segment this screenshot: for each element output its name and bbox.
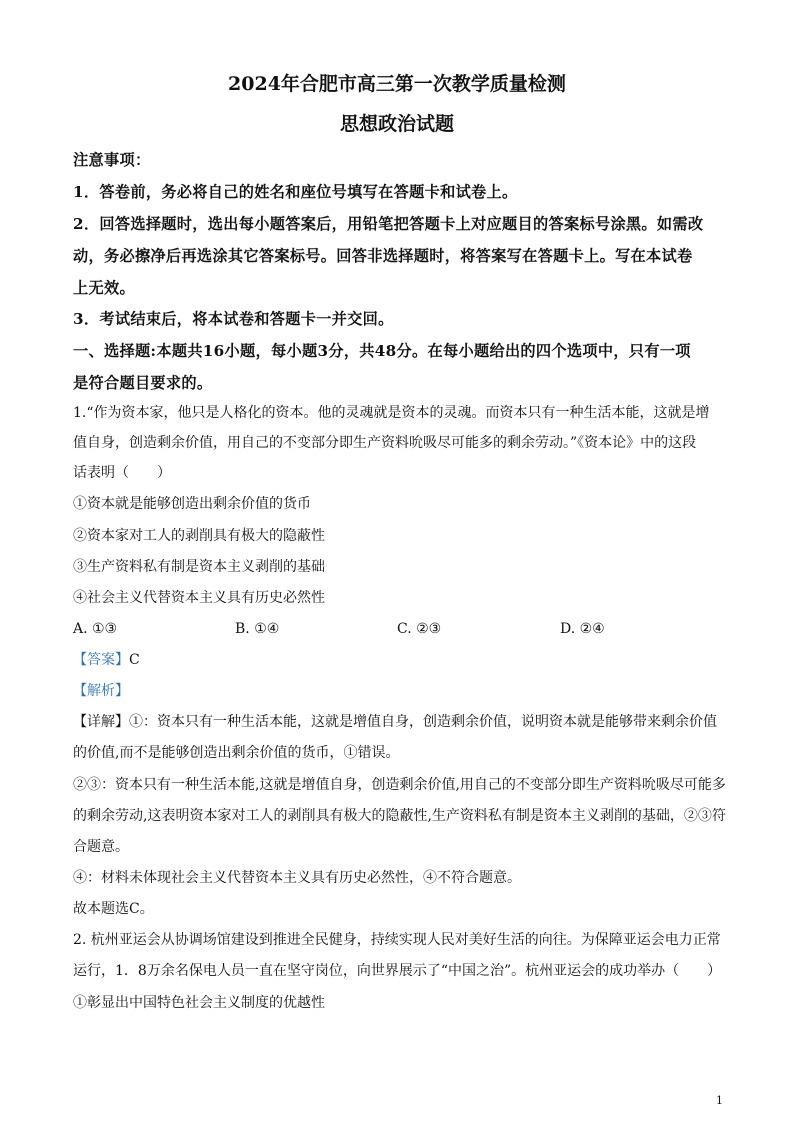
q1-statement-4: ④社会主义代替资本主义具有历史必然性	[73, 590, 325, 606]
detail-text: ①：资本只有一种生活本能，这就是增值自身，创造剩余价值，说明资本就是能够带来剩余价值	[129, 714, 717, 730]
q1-stem-line-1: 1.“作为资本家，他只是人格化的资本。他的灵魂就是资本的灵魂。而资本只有一种生活本能，这就是增	[73, 405, 710, 421]
q1-detail-line-5: 合题意。	[73, 839, 129, 855]
q1-detail-line-1	[73, 711, 733, 733]
page-title: 2024年合肥市高三第一次教学质量检测	[228, 73, 566, 95]
notice-item-2-line-2: 动，务必擦净后再选涂其它答案标号。回答非选择题时，将答案写在答题卡上。写在本试卷	[73, 247, 693, 265]
page-subtitle: 思想政治试题	[339, 113, 454, 135]
detail-tag: 【详解】	[73, 714, 129, 730]
notice-item-2-line-1: 2．回答选择题时，选出每小题答案后，用铅笔把答题卡上对应题目的答案标号涂黑。如需改	[73, 215, 704, 233]
answer-value: C	[129, 652, 140, 668]
section-heading-line-1: 一、选择题:本题共16小题，每小题3分，共48分。在每小题给出的四个选项中，只有一项	[73, 342, 691, 360]
q2-statement-1: ①彰显出中国特色社会主义制度的优越性	[73, 995, 325, 1011]
page-number: 1	[716, 1094, 723, 1107]
q1-option-d: D. ②④	[560, 621, 605, 637]
q1-detail-line-6: ④：材料未体现社会主义代替资本主义具有历史必然性，④不符合题意。	[73, 870, 521, 886]
section-heading-line-2: 是符合题目要求的。	[73, 374, 213, 392]
q1-conclusion: 故本题选C。	[73, 901, 154, 917]
q1-option-b: B. ①④	[235, 621, 280, 637]
q1-statement-3: ③生产资料私有制是资本主义剥削的基础	[73, 559, 325, 575]
q2-stem-line-1: 2. 杭州亚运会从协调场馆建设到推进全民健身，持续实现人民对美好生活的向往。为保障亚运会电力正常	[73, 932, 721, 948]
q1-detail-line-2: 的价值,而不是能够创造出剩余价值的货币，①错误。	[73, 745, 400, 761]
q1-option-c: C. ②③	[397, 621, 442, 637]
notice-item-3: 3．考试结束后，将本试卷和答题卡一并交回。	[73, 310, 394, 328]
q2-stem-line-2: 运行，1．8万余名保电人员一直在坚守岗位，向世界展示了“中国之治”。杭州亚运会的成功举办（ ）	[73, 963, 722, 979]
q1-statement-2: ②资本家对工人的剥削具有极大的隐蔽性	[73, 528, 325, 544]
answer-tag: 【答案】	[73, 652, 129, 668]
q1-statement-1: ①资本就是能够创造出剩余价值的货币	[73, 496, 311, 512]
q1-detail-line-3: ②③：资本只有一种生活本能,这就是增值自身，创造剩余价值,用自己的不变部分即生产资料吮吸尽可能多	[73, 777, 726, 793]
q1-answer	[73, 649, 733, 671]
q1-detail-line-4: 的剩余劳动,这表明资本家对工人的剥削具有极大的隐蔽性,生产资料私有制是资本主义剥削的基础，②③符	[73, 808, 726, 824]
notice-heading: 注意事项：	[73, 151, 151, 169]
q1-stem-line-2: 值自身，创造剩余价值，用自己的不变部分即生产资料吮吸尽可能多的剩余劳动。”《资本论》中的这段	[73, 435, 697, 451]
q1-option-a: A. ①③	[73, 621, 118, 637]
notice-item-2-line-3: 上无效。	[73, 279, 135, 297]
notice-item-1: 1．答卷前，务必将自己的姓名和座位号填写在答题卡和试卷上。	[73, 183, 518, 201]
q1-stem-line-3: 话表明（ ）	[73, 465, 171, 481]
q1-analysis-tag: 【解析】	[73, 683, 129, 699]
